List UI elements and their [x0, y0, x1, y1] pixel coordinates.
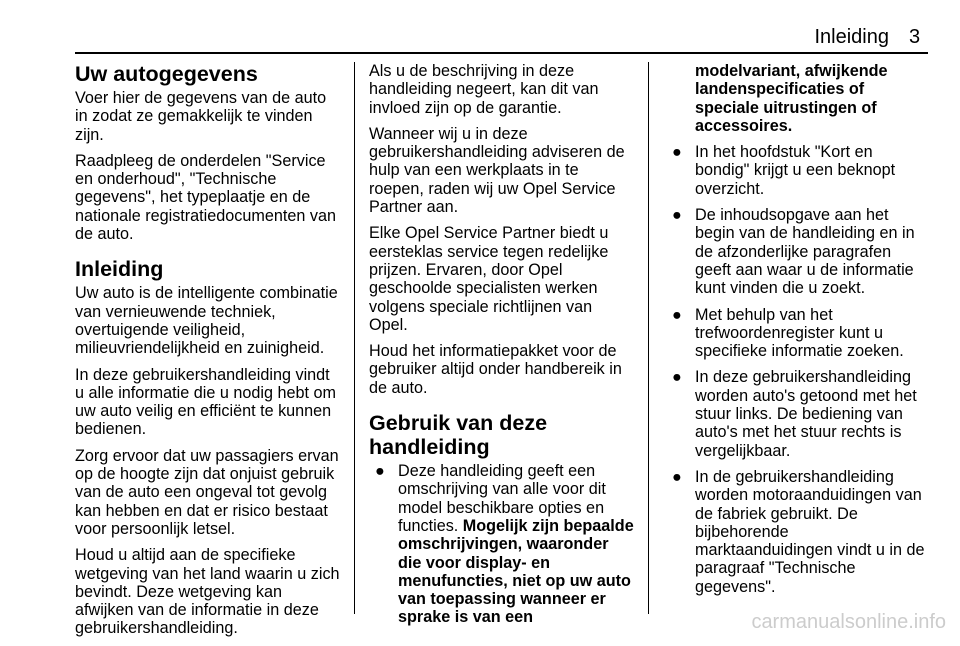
section-heading: Gebruik van deze handleiding — [369, 411, 548, 460]
column-3 — [666, 62, 928, 604]
paragraph: Wanneer wij u in deze gebruikershandleiding adviseren de hulp van een werkplaats in te roepen, raden wij uw Opel Service Partner aan. — [369, 124, 625, 217]
list-item-text: In deze gebruikershandleiding worden auto's getoond met het stuur links. De bediening van auto's met het stuur rechts is vergelijkbaar. — [695, 368, 917, 460]
paragraph: Als u de beschrijving in deze handleiding negeert, kan dit van invloed zijn op de garantie. — [369, 62, 599, 117]
bullet-icon: ● — [672, 368, 682, 387]
list-item — [666, 143, 928, 198]
list-item-text: In het hoofdstuk "Kort en bondig" krijgt u een beknopt overzicht. — [695, 143, 896, 198]
list-item-text: In de gebruikershandleiding worden motoraanduidingen van de fabriek gebruikt. De bijbehorende marktaanduidingen vindt u in de paragraaf "Technische gegevens". — [695, 467, 925, 596]
list-item-text: De inhoudsopgave aan het begin van de handleiding en in de afzonderlijke paragrafen geeft aan waar u de informatie kunt vinden die u zoekt. — [695, 206, 915, 298]
column-1 — [75, 62, 343, 646]
paragraph: Voer hier de gegevens van de auto in zodat ze gemakkelijk te vinden zijn. — [75, 89, 327, 144]
watermark: carmanualsonline.info — [751, 611, 946, 633]
list-item — [369, 462, 634, 627]
list-item — [666, 206, 928, 297]
list-item — [666, 368, 928, 459]
column-2 — [369, 62, 634, 635]
list-item-text: Deze handleiding geeft een omschrijving van alle voor dit model beschikbare opties en functies. — [398, 462, 606, 535]
column-divider — [354, 62, 355, 614]
column-divider — [648, 62, 649, 614]
paragraph: In deze gebruikershandleiding vindt u alle informatie die u nodig hebt om uw auto veilig en efficiënt te kunnen bedienen. — [75, 365, 336, 439]
paragraph: Houd u altijd aan de specifieke wetgeving van het land waarin u zich bevindt. Deze wetgeving kan afwijken van de informatie in deze gebruikershandleiding. — [75, 546, 340, 638]
bullet-icon: ● — [672, 467, 682, 486]
page-header — [0, 0, 960, 52]
bullet-icon: ● — [672, 206, 682, 225]
page-title: Inleiding — [814, 26, 889, 48]
paragraph: Raadpleeg de onderdelen "Service en onderhoud", "Technische gegevens", het typeplaatje en de nationale registratiedocumenten van de auto. — [75, 151, 336, 244]
list-item — [666, 306, 928, 361]
header-rule — [75, 52, 928, 54]
list-item-bold-text: Mogelijk zijn bepaalde omschrijvingen, waaronder die voor display- en menufuncties, niet op uw auto van toepassing wanneer er sprake is van een — [398, 516, 634, 627]
paragraph: Uw auto is de intelligente combinatie van vernieuwende techniek, overtuigende veiligheid, milieuvriendelijkheid en zuinigheid. — [75, 284, 338, 358]
list-item-text: Met behulp van het trefwoordenregister kunt u specifieke informatie zoeken. — [695, 305, 904, 361]
paragraph: Zorg ervoor dat uw passagiers ervan op de hoogte zijn dat onjuist gebruik van de auto een ongeval tot gevolg kan hebben en dat er risico bestaat voor persoonlijk letsel. — [75, 446, 339, 538]
bullet-list — [666, 143, 928, 596]
section-heading: Inleiding — [75, 257, 164, 282]
paragraph: Houd het informatiepakket voor de gebruiker altijd onder handbereik in de auto. — [369, 342, 622, 397]
list-item-continuation — [666, 62, 928, 135]
bullet-icon: ● — [375, 462, 385, 481]
section-heading: Uw autogegevens — [75, 62, 258, 86]
bullet-list — [369, 462, 634, 627]
paragraph: Elke Opel Service Partner biedt u eersteklas service tegen redelijke prijzen. Ervaren, door Opel geschoolde specialisten werken volgens speciale richtlijnen van Opel. — [369, 224, 609, 334]
bullet-icon: ● — [672, 305, 682, 324]
list-item-bold-text: modelvariant, afwijkende landenspecificaties of speciale uitrustingen of accessoires. — [695, 62, 888, 135]
list-item — [666, 468, 928, 596]
page-number: 3 — [909, 26, 921, 48]
bullet-icon: ● — [672, 143, 682, 162]
